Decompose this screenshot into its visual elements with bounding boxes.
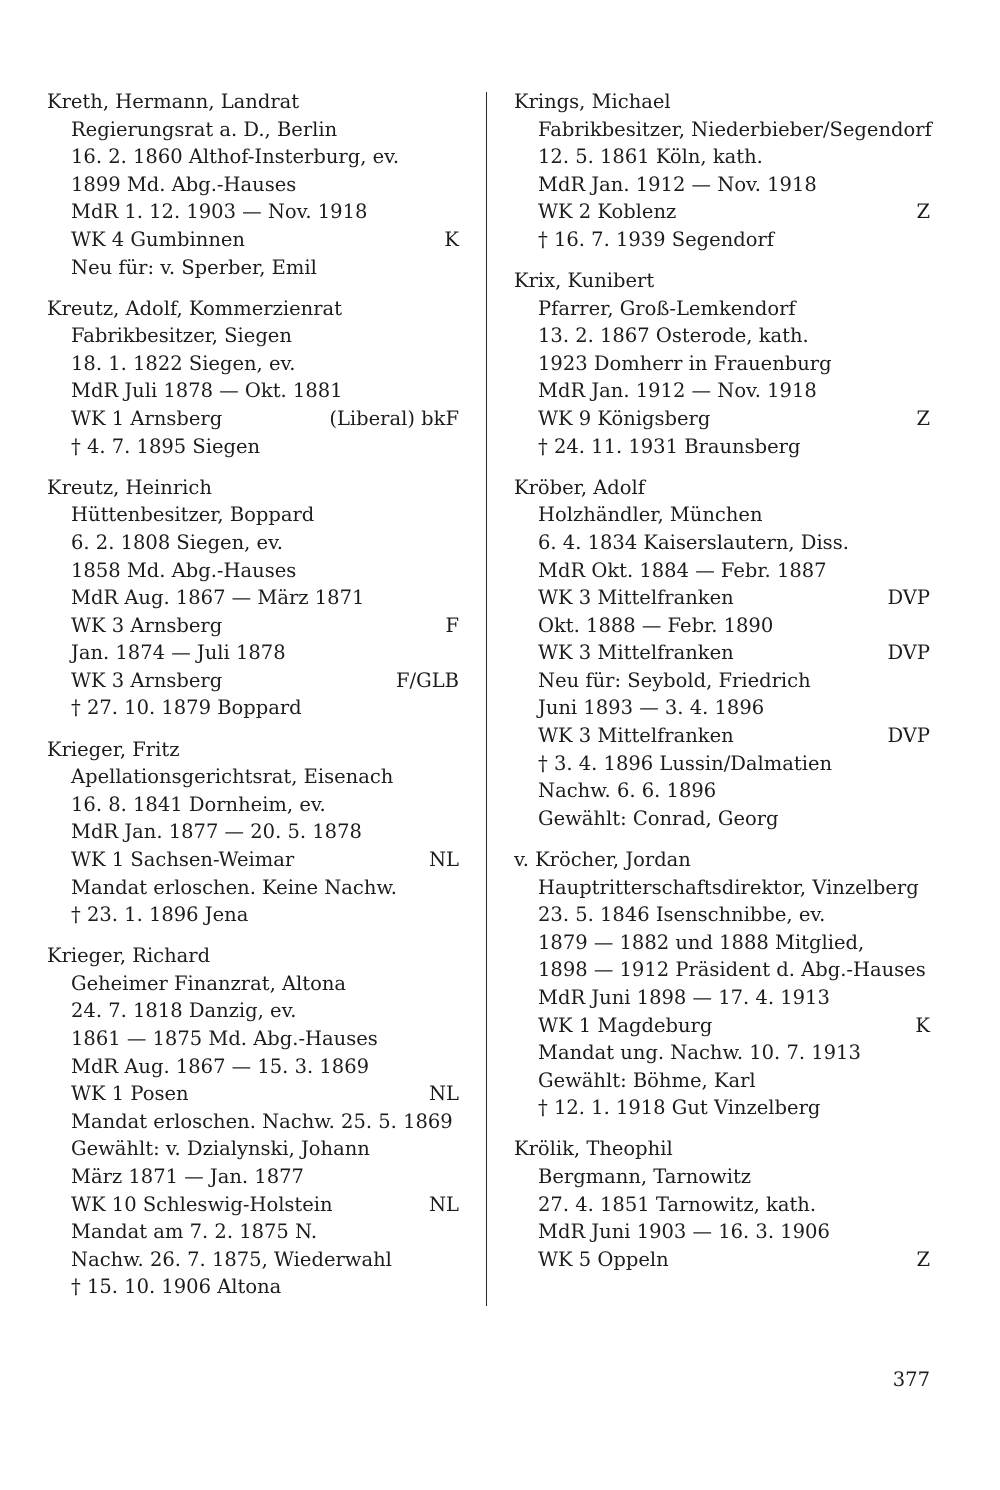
page-number: 377 [892, 1368, 930, 1391]
entry-detail-text: MdR Jan. 1877 — 20. 5. 1878 [71, 820, 362, 844]
biography-entry [47, 88, 459, 281]
entry-detail-line [514, 1246, 930, 1274]
entry-detail-text: 16. 8. 1841 Dornheim, ev. [71, 792, 326, 816]
entry-detail-text: März 1871 — Jan. 1877 [71, 1164, 304, 1188]
entry-detail-text: WK 10 Schleswig-Holstein [71, 1192, 333, 1216]
entry-detail-text: Nachw. 6. 6. 1896 [538, 779, 717, 803]
entry-detail-line [514, 874, 930, 902]
entry-detail-line [514, 722, 930, 750]
column-divider [486, 92, 487, 1306]
entry-detail-line [47, 1108, 459, 1136]
entry-detail-text: Hauptritterschaftsdirektor, Vinzelberg [538, 875, 919, 899]
entry-detail-line [514, 557, 930, 585]
entry-name [514, 846, 930, 874]
entry-detail-text: 6. 4. 1834 Kaiserslautern, Diss. [538, 530, 849, 554]
entry-detail-text: † 16. 7. 1939 Segendorf [538, 227, 775, 251]
entry-detail-line [47, 997, 459, 1025]
entry-detail-text: MdR Jan. 1912 — Nov. 1918 [538, 379, 817, 403]
entry-detail-text: MdR Aug. 1867 — 15. 3. 1869 [71, 1054, 370, 1078]
entry-detail-text: Mandat erloschen. Nachw. 25. 5. 1869 [71, 1109, 453, 1133]
entry-detail-line [514, 805, 930, 833]
entry-detail-text: WK 1 Magdeburg [538, 1013, 713, 1037]
entry-name [47, 88, 459, 116]
biography-entry [514, 1135, 930, 1273]
entry-detail-line [514, 171, 930, 199]
entry-detail-text: Fabrikbesitzer, Niederbieber/Segendorf [538, 117, 932, 141]
entry-detail-text: 27. 4. 1851 Tarnowitz, kath. [538, 1192, 817, 1216]
entry-detail-text: MdR Juli 1878 — Okt. 1881 [71, 379, 343, 403]
entry-detail-text: Holzhändler, München [538, 503, 763, 527]
entry-name [47, 942, 459, 970]
entry-name [514, 267, 930, 295]
entry-detail-text: 23. 5. 1846 Isenschnibbe, ev. [538, 903, 826, 927]
entry-detail-line [47, 557, 459, 585]
entry-detail-line [514, 529, 930, 557]
entry-detail-line [47, 322, 459, 350]
entry-detail-text: 13. 2. 1867 Osterode, kath. [538, 324, 809, 348]
entry-detail-line [514, 584, 930, 612]
entry-detail-text: WK 3 Mittelfranken [538, 724, 734, 748]
entry-detail-line [47, 1191, 459, 1219]
entry-detail-text: Gewählt: v. Dzialynski, Johann [71, 1137, 370, 1161]
entry-name [514, 474, 930, 502]
entry-detail-text: Nachw. 26. 7. 1875, Wiederwahl [71, 1247, 392, 1271]
entry-detail-line [514, 901, 930, 929]
entry-detail-line [514, 956, 930, 984]
entry-detail-line [514, 694, 930, 722]
entry-detail-text: WK 3 Arnsberg [71, 668, 223, 692]
entry-detail-line [514, 1191, 930, 1219]
entry-detail-line [47, 501, 459, 529]
entry-detail-text: WK 3 Mittelfranken [538, 641, 734, 665]
entry-detail-line [514, 984, 930, 1012]
entry-detail-line [47, 1218, 459, 1246]
entry-detail-text: 1899 Md. Abg.-Hauses [71, 172, 297, 196]
entry-detail-text: † 15. 10. 1906 Altona [71, 1275, 282, 1299]
party-affiliation: DVP [887, 724, 930, 748]
entry-detail-text: Hüttenbesitzer, Boppard [71, 503, 315, 527]
entry-detail-line [514, 777, 930, 805]
entry-name-text: Krings, Michael [514, 90, 671, 113]
entry-detail-text: 16. 2. 1860 Althof-Insterburg, ev. [71, 145, 400, 169]
entry-detail-text: WK 9 Königsberg [538, 407, 711, 431]
entry-name [47, 736, 459, 764]
entry-detail-line [47, 1053, 459, 1081]
entry-detail-text: † 3. 4. 1896 Lussin/Dalmatien [538, 751, 833, 775]
entry-detail-line [47, 874, 459, 902]
entry-detail-line [47, 970, 459, 998]
entry-detail-line [514, 1012, 930, 1040]
entry-name-text: Kreutz, Adolf, Kommerzienrat [47, 296, 342, 320]
entry-detail-text: Gewählt: Conrad, Georg [538, 806, 779, 830]
entry-detail-line [47, 350, 459, 378]
entry-detail-line [514, 639, 930, 667]
entry-name-text: Krieger, Richard [47, 944, 211, 968]
entry-detail-text: 24. 7. 1818 Danzig, ev. [71, 999, 297, 1023]
entry-detail-line [514, 350, 930, 378]
entry-detail-text: 1898 — 1912 Präsident d. Abg.-Hauses [538, 958, 926, 982]
biography-entry [514, 88, 930, 254]
entry-detail-line [47, 1273, 459, 1301]
party-affiliation: Z [916, 1247, 930, 1271]
entry-detail-text: WK 5 Oppeln [538, 1247, 669, 1271]
entry-name [47, 295, 459, 323]
entry-detail-text: WK 3 Mittelfranken [538, 586, 734, 610]
entry-detail-text: Jan. 1874 — Juli 1878 [71, 641, 286, 665]
entry-detail-line [47, 433, 459, 461]
left-column [47, 88, 459, 1314]
biography-entry [47, 736, 459, 929]
entry-detail-text: † 4. 7. 1895 Siegen [71, 434, 261, 458]
entry-detail-text: Bergmann, Tarnowitz [538, 1164, 752, 1188]
entry-detail-text: Geheimer Finanzrat, Altona [71, 971, 347, 995]
entry-detail-line [514, 143, 930, 171]
party-affiliation: F/GLB [396, 668, 459, 692]
entry-name [514, 88, 930, 116]
entry-detail-line [514, 226, 930, 254]
entry-name-text: Kröber, Adolf [514, 475, 645, 499]
entry-detail-text: Mandat erloschen. Keine Nachw. [71, 875, 397, 899]
entry-detail-text: Mandat am 7. 2. 1875 N. [71, 1220, 318, 1244]
entry-detail-text: Regierungsrat a. D., Berlin [71, 117, 338, 141]
entry-detail-text: WK 2 Koblenz [538, 200, 677, 224]
entry-detail-text: Juni 1893 — 3. 4. 1896 [538, 696, 765, 720]
entry-name-text: v. Kröcher, Jordan [514, 847, 691, 871]
entry-detail-text: 1858 Md. Abg.-Hauses [71, 558, 297, 582]
entry-detail-text: Gewählt: Böhme, Karl [538, 1068, 756, 1092]
entry-detail-line [514, 1067, 930, 1095]
biography-entry [514, 474, 930, 833]
biography-entry [47, 295, 459, 461]
party-affiliation: F [445, 613, 459, 637]
entry-detail-line [514, 433, 930, 461]
entry-detail-text: MdR Juni 1898 — 17. 4. 1913 [538, 985, 830, 1009]
party-affiliation: (Liberal) bkF [329, 407, 459, 431]
party-affiliation: NL [428, 1192, 459, 1216]
entry-detail-line [47, 198, 459, 226]
entry-detail-text: 1861 — 1875 Md. Abg.-Hauses [71, 1027, 378, 1050]
party-affiliation: NL [428, 1082, 459, 1106]
entry-name-text: Kreth, Hermann, Landrat [47, 90, 300, 113]
entry-detail-line [514, 1094, 930, 1122]
entry-detail-line [47, 901, 459, 929]
entry-detail-text: MdR Okt. 1884 — Febr. 1887 [538, 558, 827, 582]
entry-detail-line [47, 584, 459, 612]
entry-detail-line [47, 667, 459, 695]
entry-detail-text: MdR Juni 1903 — 16. 3. 1906 [538, 1220, 830, 1244]
entry-detail-line [47, 226, 459, 254]
entry-detail-text: † 12. 1. 1918 Gut Vinzelberg [538, 1096, 821, 1120]
entry-detail-line [514, 929, 930, 957]
entry-detail-text: WK 1 Arnsberg [71, 407, 223, 431]
entry-detail-line [47, 818, 459, 846]
entry-detail-text: WK 3 Arnsberg [71, 613, 223, 637]
entry-detail-text: † 24. 11. 1931 Braunsberg [538, 434, 801, 458]
entry-detail-line [514, 405, 930, 433]
entry-detail-line [514, 1218, 930, 1246]
entry-detail-text: WK 1 Posen [71, 1082, 189, 1106]
entry-detail-text: † 23. 1. 1896 Jena [71, 903, 249, 927]
entry-detail-line [514, 1039, 930, 1067]
entry-detail-line [47, 846, 459, 874]
entry-name-text: Krix, Kunibert [514, 269, 655, 293]
entry-detail-line [47, 529, 459, 557]
entry-detail-line [47, 143, 459, 171]
entry-detail-text: MdR 1. 12. 1903 — Nov. 1918 [71, 200, 368, 224]
party-affiliation: K [444, 227, 459, 251]
entry-detail-line [47, 791, 459, 819]
entry-detail-line [47, 116, 459, 144]
entry-detail-line [514, 377, 930, 405]
party-affiliation: DVP [887, 641, 930, 665]
entry-detail-text: WK 1 Sachsen-Weimar [71, 847, 295, 871]
entry-detail-text: 12. 5. 1861 Köln, kath. [538, 145, 763, 169]
entry-detail-text: 1923 Domherr in Frauenburg [538, 351, 832, 375]
entry-detail-line [47, 1135, 459, 1163]
entry-detail-text: Pfarrer, Groß-Lemkendorf [538, 296, 796, 320]
entry-detail-line [47, 171, 459, 199]
party-affiliation: DVP [887, 586, 930, 610]
right-column [514, 88, 930, 1287]
entry-detail-line [47, 639, 459, 667]
entry-detail-line [47, 1163, 459, 1191]
biography-entry [47, 942, 459, 1301]
biography-entry [47, 474, 459, 722]
entry-detail-text: WK 4 Gumbinnen [71, 227, 245, 251]
entry-detail-text: Neu für: Seybold, Friedrich [538, 668, 811, 692]
entry-detail-line [514, 612, 930, 640]
entry-detail-line [514, 667, 930, 695]
entry-detail-line [47, 612, 459, 640]
entry-detail-text: 18. 1. 1822 Siegen, ev. [71, 351, 296, 375]
entry-detail-text: Neu für: v. Sperber, Emil [71, 255, 317, 279]
entry-detail-line [47, 763, 459, 791]
entry-detail-line [47, 377, 459, 405]
biography-entry [514, 846, 930, 1122]
entry-name-text: Kreutz, Heinrich [47, 475, 212, 499]
entry-detail-text: 1879 — 1882 und 1888 Mitglied, [538, 930, 865, 954]
entry-detail-text: 6. 2. 1808 Siegen, ev. [71, 530, 283, 554]
entry-name-text: Krölik, Theophil [514, 1137, 673, 1161]
entry-detail-text: MdR Jan. 1912 — Nov. 1918 [538, 172, 817, 196]
entry-detail-line [514, 322, 930, 350]
entry-name [514, 1135, 930, 1163]
party-affiliation: NL [428, 847, 459, 871]
entry-detail-line [514, 501, 930, 529]
entry-detail-line [47, 1246, 459, 1274]
entry-detail-line [47, 1025, 459, 1053]
entry-detail-line [514, 750, 930, 778]
entry-detail-line [514, 295, 930, 323]
entry-detail-text: Apellationsgerichtsrat, Eisenach [71, 765, 394, 789]
entry-name [47, 474, 459, 502]
entry-detail-line [514, 116, 930, 144]
party-affiliation: K [915, 1013, 930, 1037]
entry-detail-text: MdR Aug. 1867 — März 1871 [71, 586, 365, 610]
party-affiliation: Z [916, 200, 930, 224]
entry-detail-text: Okt. 1888 — Febr. 1890 [538, 613, 774, 637]
entry-detail-line [47, 254, 459, 282]
entry-detail-line [47, 1080, 459, 1108]
entry-detail-text: Fabrikbesitzer, Siegen [71, 324, 292, 348]
entry-detail-text: † 27. 10. 1879 Boppard [71, 696, 302, 720]
entry-detail-line [514, 198, 930, 226]
entry-detail-line [47, 405, 459, 433]
entry-detail-text: Mandat ung. Nachw. 10. 7. 1913 [538, 1041, 861, 1065]
entry-detail-line [514, 1163, 930, 1191]
entry-name-text: Krieger, Fritz [47, 737, 180, 761]
biography-entry [514, 267, 930, 460]
party-affiliation: Z [916, 407, 930, 431]
entry-detail-line [47, 694, 459, 722]
